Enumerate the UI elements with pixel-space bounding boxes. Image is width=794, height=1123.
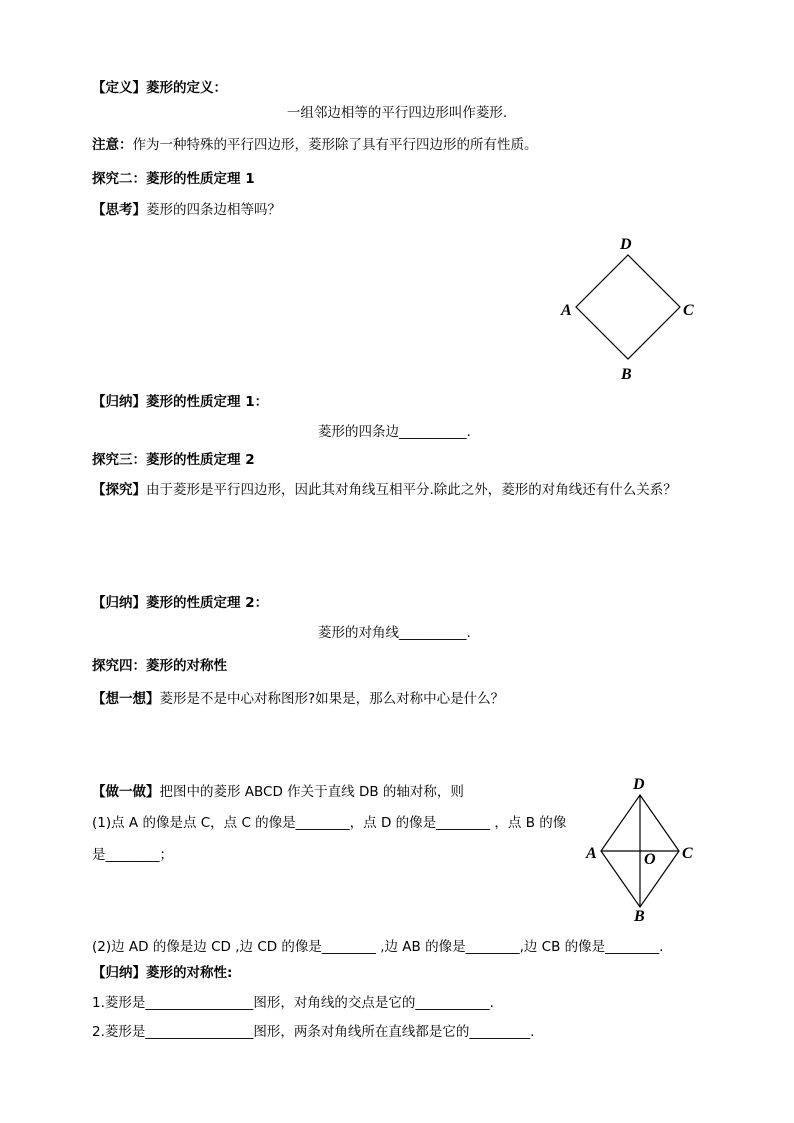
summary1-text: 菱形的四条边__________. [318,424,471,440]
summary2-text: 菱形的对角线__________. [318,625,471,641]
summary2-heading: 【归纳】菱形的性质定理 2： [92,595,269,611]
think2-line [92,690,504,708]
figure2-label-bottom: B [634,908,645,925]
explore3-heading: 探究三：菱形的性质定理 2 [92,452,255,468]
explore2-heading: 探究二：菱形的性质定理 1 [92,171,255,187]
rhombus-1-outline [576,255,680,359]
explore-line [92,481,677,499]
figure1-label-left: A [561,302,572,319]
question1-line2: 是________； [92,847,173,863]
figure1-label-bottom: B [621,366,632,383]
think2-text: 菱形是不是中心对称图形?如果是，那么对称中心是什么？ [159,691,505,707]
doit-text: 把图中的菱形 ABCD 作关于直线 DB 的轴对称，则 [159,784,464,800]
doit-line [92,783,464,801]
symmetry-item-1: 1.菱形是________________图形，对角线的交点是它的___________. [92,995,494,1011]
note-text: 作为一种特殊的平行四边形，菱形除了具有平行四边形的所有性质。 [132,137,538,153]
symmetry-item-2: 2.菱形是________________图形，两条对角线所在直线都是它的_________. [92,1024,535,1040]
summary1-heading: 【归纳】菱形的性质定理 1： [92,394,269,410]
explore-text: 由于菱形是平行四边形，因此其对角线互相平分.除此之外，菱形的对角线还有什么关系？ [146,482,677,498]
note-label: 注意： [92,137,133,153]
figure1-label-right: C [683,302,694,319]
note-line [92,136,538,154]
think-text: 菱形的四条边相等吗？ [146,202,281,218]
rhombus-2-outline [601,795,679,907]
question1-line1: (1)点 A 的像是点 C，点 C 的像是________，点 D 的像是________ ，点 B 的像 [92,815,567,831]
figure1-label-top: D [620,236,632,253]
explore-label: 【探究】 [92,482,146,498]
explore4-heading: 探究四：菱形的对称性 [92,658,227,674]
doit-label: 【做一做】 [92,784,160,800]
figure2-label-left: A [586,845,597,862]
definition-heading: 【定义】菱形的定义： [92,80,227,96]
definition-text: 一组邻边相等的平行四边形叫作菱形. [286,105,508,121]
think-line [92,201,281,219]
summary3-heading: 【归纳】菱形的对称性: [92,965,233,981]
figure2-label-right: C [682,845,693,862]
figure2-label-center: O [644,851,656,868]
think-label: 【思考】 [92,202,146,218]
think2-label: 【想一想】 [92,691,160,707]
question2-line: (2)边 AD 的像是边 CD ,边 CD 的像是________ ,边 AB 的像是________,边 CB 的像是________. [92,939,664,955]
figure2-label-top: D [633,776,645,793]
